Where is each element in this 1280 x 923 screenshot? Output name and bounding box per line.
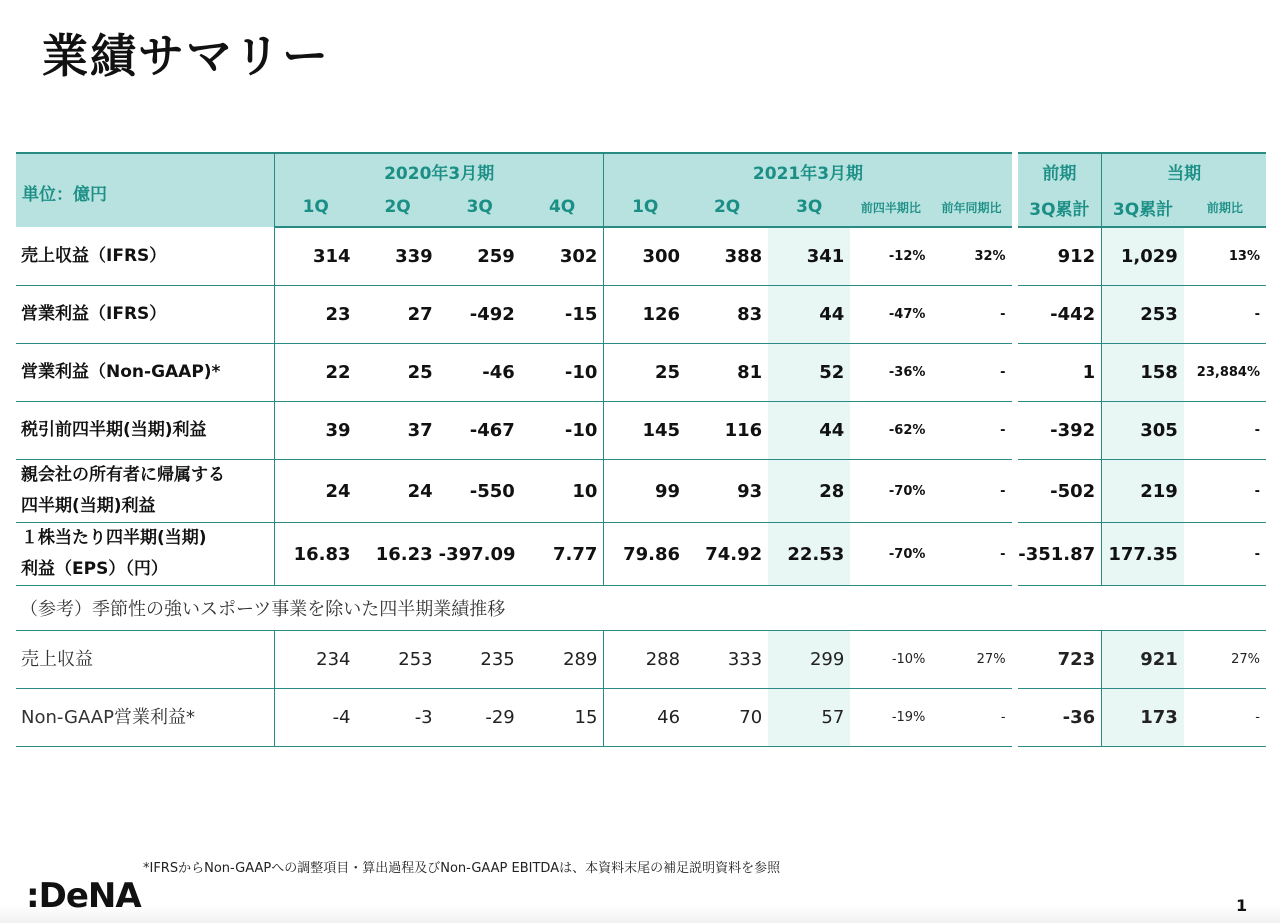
row-label: Non-GAAP営業利益* <box>16 689 274 747</box>
cell: 219 <box>1102 460 1184 523</box>
period-header-fy2021: 2021年3月期 <box>604 153 1012 188</box>
cell: 22.53 <box>768 523 850 586</box>
col-header: 2Q <box>686 188 768 227</box>
cell: 46 <box>604 689 686 747</box>
cell: 24 <box>357 460 439 523</box>
cell: 74.92 <box>686 523 768 586</box>
row-label: 営業利益（IFRS） <box>16 286 274 344</box>
cell: 27 <box>357 286 439 344</box>
cell: - <box>1184 460 1266 523</box>
cell: 7.77 <box>521 523 604 586</box>
cell: 81 <box>686 344 768 402</box>
cell: - <box>931 460 1011 523</box>
cell: 253 <box>357 631 439 689</box>
table-row <box>16 523 1266 586</box>
cell: -36% <box>850 344 931 402</box>
cell: -36 <box>1018 689 1102 747</box>
row-label <box>16 460 274 523</box>
cell: 388 <box>686 227 768 286</box>
cell: 79.86 <box>604 523 686 586</box>
cell: 32% <box>931 227 1011 286</box>
cell: 83 <box>686 286 768 344</box>
cell: 10 <box>521 460 604 523</box>
cell: - <box>1184 286 1266 344</box>
cell: 25 <box>604 344 686 402</box>
cell: 16.23 <box>357 523 439 586</box>
cell: 99 <box>604 460 686 523</box>
cell: -10% <box>850 631 931 689</box>
table-row <box>16 344 1266 402</box>
row-label-line: １株当たり四半期(当期) <box>21 528 207 548</box>
cell: -29 <box>439 689 521 747</box>
summary-table <box>16 152 1266 747</box>
table-row <box>16 402 1266 460</box>
cell: 339 <box>357 227 439 286</box>
reference-note: （参考）季節性の強いスポーツ事業を除いた四半期業績推移 <box>20 599 506 620</box>
row-label-line: 利益（EPS）（円） <box>21 559 168 579</box>
cell: 723 <box>1018 631 1102 689</box>
cell: 253 <box>1102 286 1184 344</box>
cell: 27% <box>931 631 1011 689</box>
cell: 44 <box>768 402 850 460</box>
cell: -10 <box>521 402 604 460</box>
cell: 22 <box>274 344 356 402</box>
cell: 173 <box>1102 689 1184 747</box>
page-title: 業績サマリー <box>42 29 330 83</box>
col-header: 4Q <box>521 188 604 227</box>
cell: 25 <box>357 344 439 402</box>
cell: -397.09 <box>439 523 521 586</box>
cell: -502 <box>1018 460 1102 523</box>
cell: -392 <box>1018 402 1102 460</box>
cell: 37 <box>357 402 439 460</box>
col-header: 1Q <box>604 188 686 227</box>
cell: -550 <box>439 460 521 523</box>
col-header: 前期比 <box>1184 188 1266 227</box>
cell: 158 <box>1102 344 1184 402</box>
cell: -492 <box>439 286 521 344</box>
cell: -47% <box>850 286 931 344</box>
cell: 23,884% <box>1184 344 1266 402</box>
cell: 13% <box>1184 227 1266 286</box>
row-label: 税引前四半期(当期)利益 <box>16 402 274 460</box>
cell: -3 <box>357 689 439 747</box>
cell: - <box>931 286 1011 344</box>
cell: 177.35 <box>1102 523 1184 586</box>
cell: 314 <box>274 227 356 286</box>
col-header: 3Q累計 <box>1102 188 1184 227</box>
dena-logo: :DeNA <box>26 876 141 916</box>
cell: 235 <box>439 631 521 689</box>
cell: 912 <box>1018 227 1102 286</box>
cell: 27% <box>1184 631 1266 689</box>
footer-shadow <box>0 905 1280 923</box>
cell: -467 <box>439 402 521 460</box>
cell: -442 <box>1018 286 1102 344</box>
cell: -351.87 <box>1018 523 1102 586</box>
cell: -70% <box>850 460 931 523</box>
cell: 302 <box>521 227 604 286</box>
cell: -62% <box>850 402 931 460</box>
cell: -19% <box>850 689 931 747</box>
cell: 126 <box>604 286 686 344</box>
cell: 28 <box>768 460 850 523</box>
cell: 288 <box>604 631 686 689</box>
row-label-line: 四半期(当期)利益 <box>21 496 156 516</box>
cell: 1 <box>1018 344 1102 402</box>
cell: 116 <box>686 402 768 460</box>
cell: 289 <box>521 631 604 689</box>
cell: -46 <box>439 344 521 402</box>
cell: -10 <box>521 344 604 402</box>
cell: 57 <box>768 689 850 747</box>
cell: - <box>931 689 1011 747</box>
period-header-curr: 当期 <box>1102 153 1266 188</box>
cell: 52 <box>768 344 850 402</box>
table-row <box>16 286 1266 344</box>
row-label-line: 親会社の所有者に帰属する <box>21 465 225 485</box>
summary-table-container <box>16 152 1266 747</box>
cell: 299 <box>768 631 850 689</box>
cell: - <box>1184 402 1266 460</box>
row-label: 売上収益 <box>16 631 274 689</box>
col-header: 1Q <box>274 188 356 227</box>
cell: 44 <box>768 286 850 344</box>
cell: 15 <box>521 689 604 747</box>
cell: - <box>1184 523 1266 586</box>
cell: - <box>931 344 1011 402</box>
table-row <box>16 631 1266 689</box>
col-header: 3Q <box>768 188 850 227</box>
table-row <box>16 460 1266 523</box>
cell: 234 <box>274 631 356 689</box>
cell: -15 <box>521 286 604 344</box>
cell: 16.83 <box>274 523 356 586</box>
cell: 70 <box>686 689 768 747</box>
col-header: 3Q <box>439 188 521 227</box>
period-header-fy2020: 2020年3月期 <box>274 153 604 188</box>
cell: 305 <box>1102 402 1184 460</box>
cell: 24 <box>274 460 356 523</box>
row-label <box>16 523 274 586</box>
page-number: 1 <box>1236 896 1248 915</box>
cell: - <box>1184 689 1266 747</box>
col-header: 前年同期比 <box>931 188 1011 227</box>
unit-label: 単位：億円 <box>16 153 274 227</box>
table-row <box>16 227 1266 286</box>
row-label: 営業利益（Non-GAAP)* <box>16 344 274 402</box>
col-header: 2Q <box>357 188 439 227</box>
cell: - <box>931 402 1011 460</box>
reference-note-row <box>16 586 1266 631</box>
cell: -12% <box>850 227 931 286</box>
row-label: 売上収益（IFRS） <box>16 227 274 286</box>
cell: 300 <box>604 227 686 286</box>
cell: 1,029 <box>1102 227 1184 286</box>
cell: -4 <box>274 689 356 747</box>
table-row <box>16 689 1266 747</box>
cell: 145 <box>604 402 686 460</box>
footnote: *IFRSからNon-GAAPへの調整項目・算出過程及びNon-GAAP EBITDAは、本資料末尾の補足説明資料を参照 <box>143 861 781 876</box>
col-header: 前四半期比 <box>850 188 931 227</box>
col-header: 3Q累計 <box>1018 188 1102 227</box>
cell: 333 <box>686 631 768 689</box>
cell: 23 <box>274 286 356 344</box>
cell: 341 <box>768 227 850 286</box>
cell: - <box>931 523 1011 586</box>
cell: 259 <box>439 227 521 286</box>
cell: -70% <box>850 523 931 586</box>
cell: 93 <box>686 460 768 523</box>
cell: 39 <box>274 402 356 460</box>
cell: 921 <box>1102 631 1184 689</box>
period-header-prev: 前期 <box>1018 153 1102 188</box>
